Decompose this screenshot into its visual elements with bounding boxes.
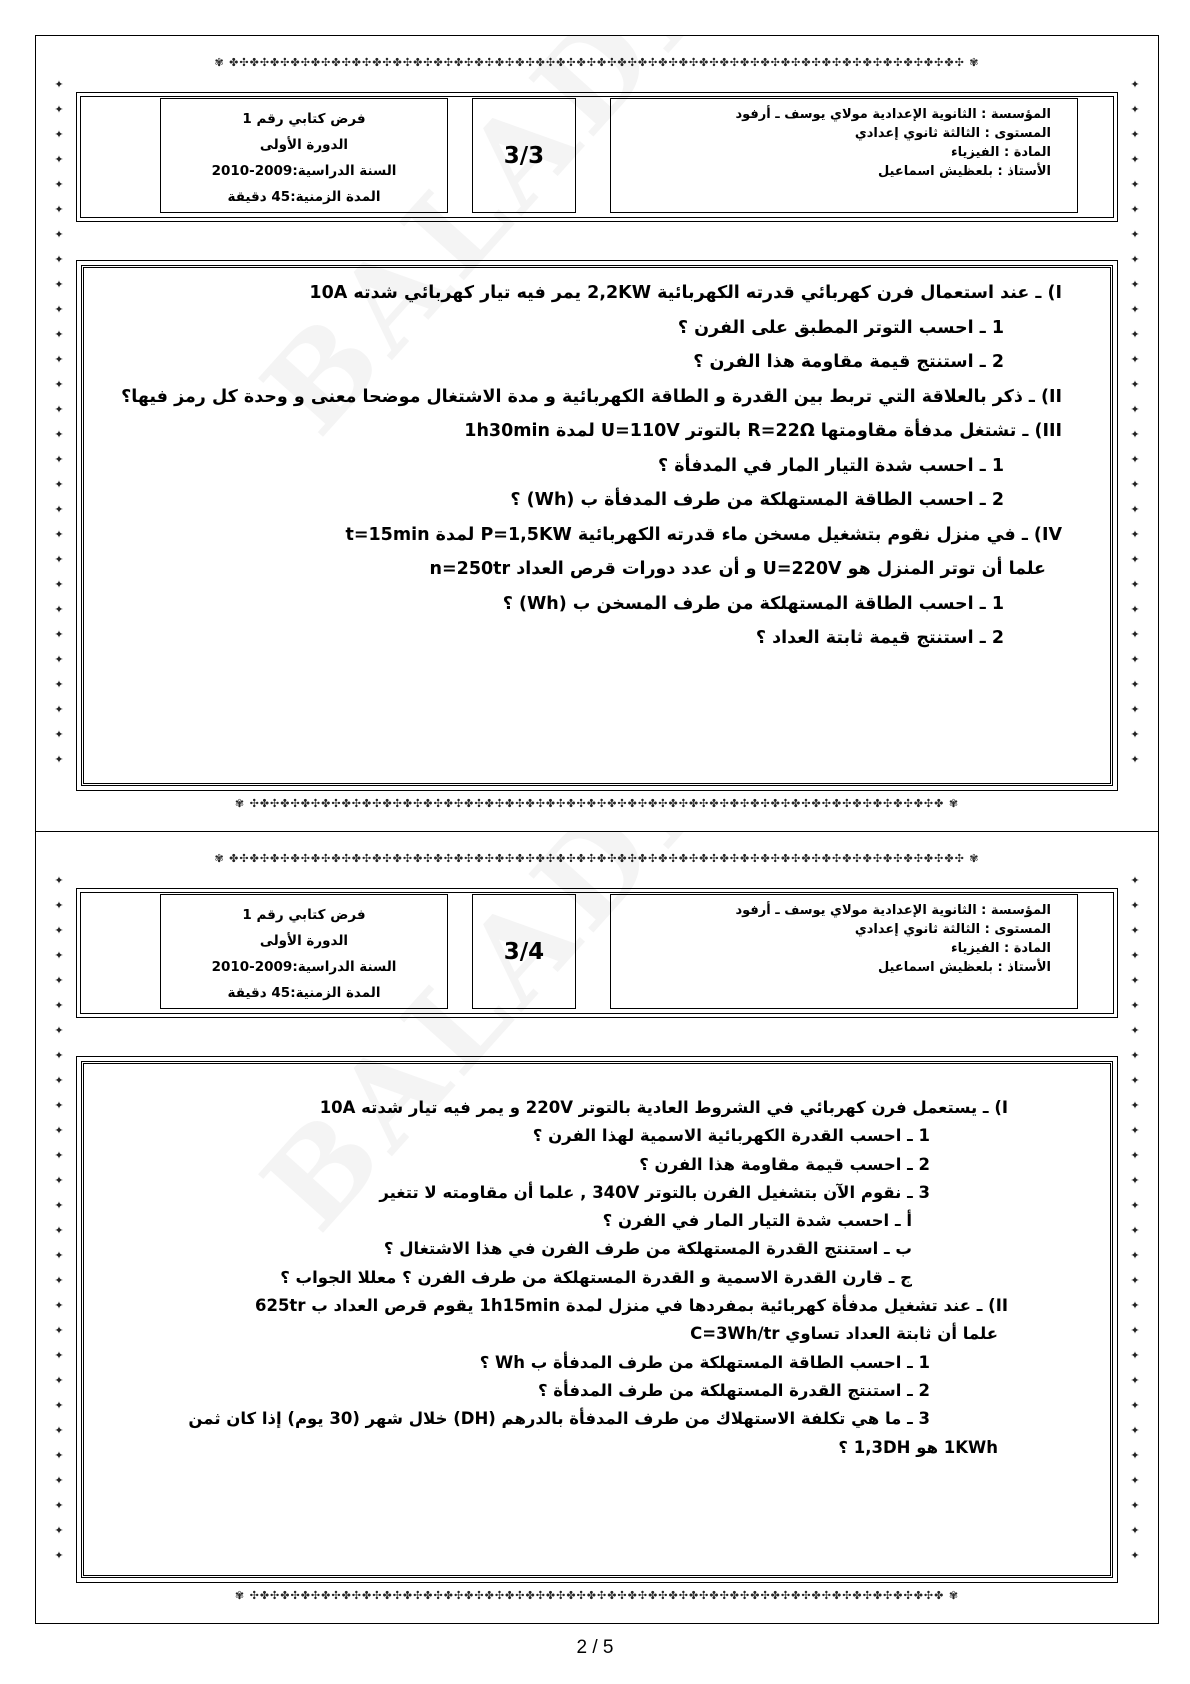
question-line: 2 ـ استنتج القدرة المستهلكة من طرف المدفأة ؟ (537, 1380, 930, 1400)
ornament-border-bottom: ✾ ✣✤✣✤✣✤✣✤✣✤✣✤✣✤✣✤✣✤✣✤✣✤✣✤✣✤✣✤✣✤✣✤✣✤✣✤✣✤✣✤✣✤✣✤✣✤✣✤✣✤✣✤✣✤✣✤✣✤✣✤✣✤✣✤✣✤✣✤ ✾ (234, 1589, 960, 1602)
question-line: III) ـ تشتغل مدفأة مقاومتها R=22Ω بالتوتر U=110V لمدة 1h30min (464, 421, 1062, 441)
level: المستوى : الثالثة ثانوي إعدادي (854, 126, 1051, 141)
ornament-border-left: ✦✦✦✦✦✦✦✦✦✦✦✦✦✦✦✦✦✦✦✦✦✦✦✦✦✦✦✦ (54, 78, 64, 766)
teacher: الأستاذ : بلعظيش اسماعيل (877, 960, 1051, 975)
questions-list (132, 1094, 1008, 1462)
exam-title: فرض كتابي رقم 1 (242, 111, 366, 127)
question-line: I) ـ عند استعمال فرن كهربائي قدرته الكهربائية 2,2KW يمر فيه تيار كهربائي شدته 10A (309, 283, 1062, 303)
exam-sheet-1 (35, 35, 1159, 832)
school-info-box (610, 894, 1078, 1009)
ornament-border-bottom: ✾ ✣✤✣✤✣✤✣✤✣✤✣✤✣✤✣✤✣✤✣✤✣✤✣✤✣✤✣✤✣✤✣✤✣✤✣✤✣✤✣✤✣✤✣✤✣✤✣✤✣✤✣✤✣✤✣✤✣✤✣✤✣✤✣✤✣✤✣✤ ✾ (234, 797, 960, 810)
institution: المؤسسة : الثانوية الإعدادية مولاي يوسف ـ أرفود (735, 107, 1051, 122)
question-line: 3 ـ نقوم الآن بتشغيل الفرن بالتوتر 340V , علما أن مقاومته لا تتغير (379, 1182, 930, 1202)
institution: المؤسسة : الثانوية الإعدادية مولاي يوسف ـ أرفود (735, 903, 1051, 918)
question-line: 2 ـ احسب قيمة مقاومة هذا الفرن ؟ (639, 1154, 930, 1174)
question-line: 1 ـ احسب التوتر المطبق على الفرن ؟ (677, 317, 1004, 338)
question-line: علما أن ثابتة العداد تساوي C=3Wh/tr (690, 1324, 998, 1344)
question-line: II) ـ عند تشغيل مدفأة كهربائية بمفردها في منزل لمدة 1h15min يقوم قرص العداد ب 625tr (254, 1296, 1008, 1316)
exam-session: الدورة الأولى (259, 933, 349, 949)
exam-number: 3/3 (503, 142, 545, 169)
school-year: السنة الدراسية:2009-2010 (211, 163, 397, 179)
ornament-border-left: ✦✦✦✦✦✦✦✦✦✦✦✦✦✦✦✦✦✦✦✦✦✦✦✦✦✦✦✦ (54, 874, 64, 1562)
question-line: ب ـ استنتج القدرة المستهلكة من طرف الفرن في هذا الاشتغال ؟ (383, 1239, 912, 1259)
exam-number: 3/4 (503, 938, 545, 965)
question-line: I) ـ يستعمل فرن كهربائي في الشروط العادية بالتوتر 220V و يمر فيه تيار شدته 10A (319, 1098, 1008, 1117)
subject: المادة : الفيزياء (950, 941, 1051, 956)
question-line: 2 ـ احسب الطاقة المستهلكة من طرف المدفأة ب (Wh) ؟ (510, 490, 1004, 510)
question-line: IV) ـ في منزل نقوم بتشغيل مسخن ماء قدرته الكهربائية P=1,5KW لمدة t=15min (345, 524, 1062, 545)
questions-list (121, 276, 1062, 656)
school-info-box (610, 98, 1078, 213)
question-line: 1 ـ احسب الطاقة المستهلكة من طرف المدفأة ب Wh ؟ (479, 1352, 930, 1372)
question-line: علما أن توتر المنزل هو U=220V و أن عدد دورات قرص العداد n=250tr (429, 559, 1046, 579)
exam-title: فرض كتابي رقم 1 (242, 907, 366, 923)
question-line: 1 ـ احسب الطاقة المستهلكة من طرف المسخن ب (Wh) ؟ (502, 593, 1004, 614)
exam-duration: المدة الزمنية:45 دقيقة (227, 189, 381, 205)
ornament-border-right: ✦✦✦✦✦✦✦✦✦✦✦✦✦✦✦✦✦✦✦✦✦✦✦✦✦✦✦✦ (1130, 874, 1140, 1562)
school-year: السنة الدراسية:2009-2010 (211, 959, 397, 975)
question-line: 1 ـ احسب القدرة الكهربائية الاسمية لهذا الفرن ؟ (532, 1126, 930, 1146)
question-line: 2 ـ استنتج قيمة ثابتة العداد ؟ (755, 628, 1004, 648)
question-line: 1KWh هو 1,3DH ؟ (838, 1437, 998, 1457)
exam-session: الدورة الأولى (259, 137, 349, 153)
teacher: الأستاذ : بلعظيش اسماعيل (877, 164, 1051, 179)
question-line: ج ـ قارن القدرة الاسمية و القدرة المستهلكة من طرف الفرن ؟ معللا الجواب ؟ (280, 1267, 912, 1287)
ornament-border-right: ✦✦✦✦✦✦✦✦✦✦✦✦✦✦✦✦✦✦✦✦✦✦✦✦✦✦✦✦ (1130, 78, 1140, 766)
question-line: 3 ـ ما هي تكلفة الاستهلاك من طرف المدفأة بالدرهم (DH) خلال شهر (30 يوم) إذا كان ثمن (188, 1409, 930, 1429)
question-line: 2 ـ استنتج قيمة مقاومة هذا الفرن ؟ (693, 352, 1004, 372)
question-line: أ ـ احسب شدة التيار المار في الفرن ؟ (602, 1211, 912, 1231)
exam-sheet-2 (35, 832, 1159, 1624)
exam-duration: المدة الزمنية:45 دقيقة (227, 985, 381, 1001)
question-line: 1 ـ احسب شدة التيار المار في المدفأة ؟ (657, 455, 1004, 476)
level: المستوى : الثالثة ثانوي إعدادي (854, 922, 1051, 937)
page-number: 2 / 5 (576, 1637, 614, 1658)
ornament-border-top: ✾ ✤✣✤✣✤✣✤✣✤✣✤✣✤✣✤✣✤✣✤✣✤✣✤✣✤✣✤✣✤✣✤✣✤✣✤✣✤✣✤✣✤✣✤✣✤✣✤✣✤✣✤✣✤✣✤✣✤✣✤✣✤✣✤✣✤✣✤✣✤✣✤✣ ✾ (214, 852, 980, 865)
subject: المادة : الفيزياء (950, 145, 1051, 160)
ornament-border-top: ✾ ✤✣✤✣✤✣✤✣✤✣✤✣✤✣✤✣✤✣✤✣✤✣✤✣✤✣✤✣✤✣✤✣✤✣✤✣✤✣✤✣✤✣✤✣✤✣✤✣✤✣✤✣✤✣✤✣✤✣✤✣✤✣✤✣✤✣✤✣✤✣✤✣ ✾ (214, 56, 980, 69)
question-line: II) ـ ذكر بالعلاقة التي تربط بين القدرة و الطاقة الكهربائية و مدة الاشتغال موضحا معنى و وحدة كل رمز فيها؟ (121, 386, 1062, 407)
